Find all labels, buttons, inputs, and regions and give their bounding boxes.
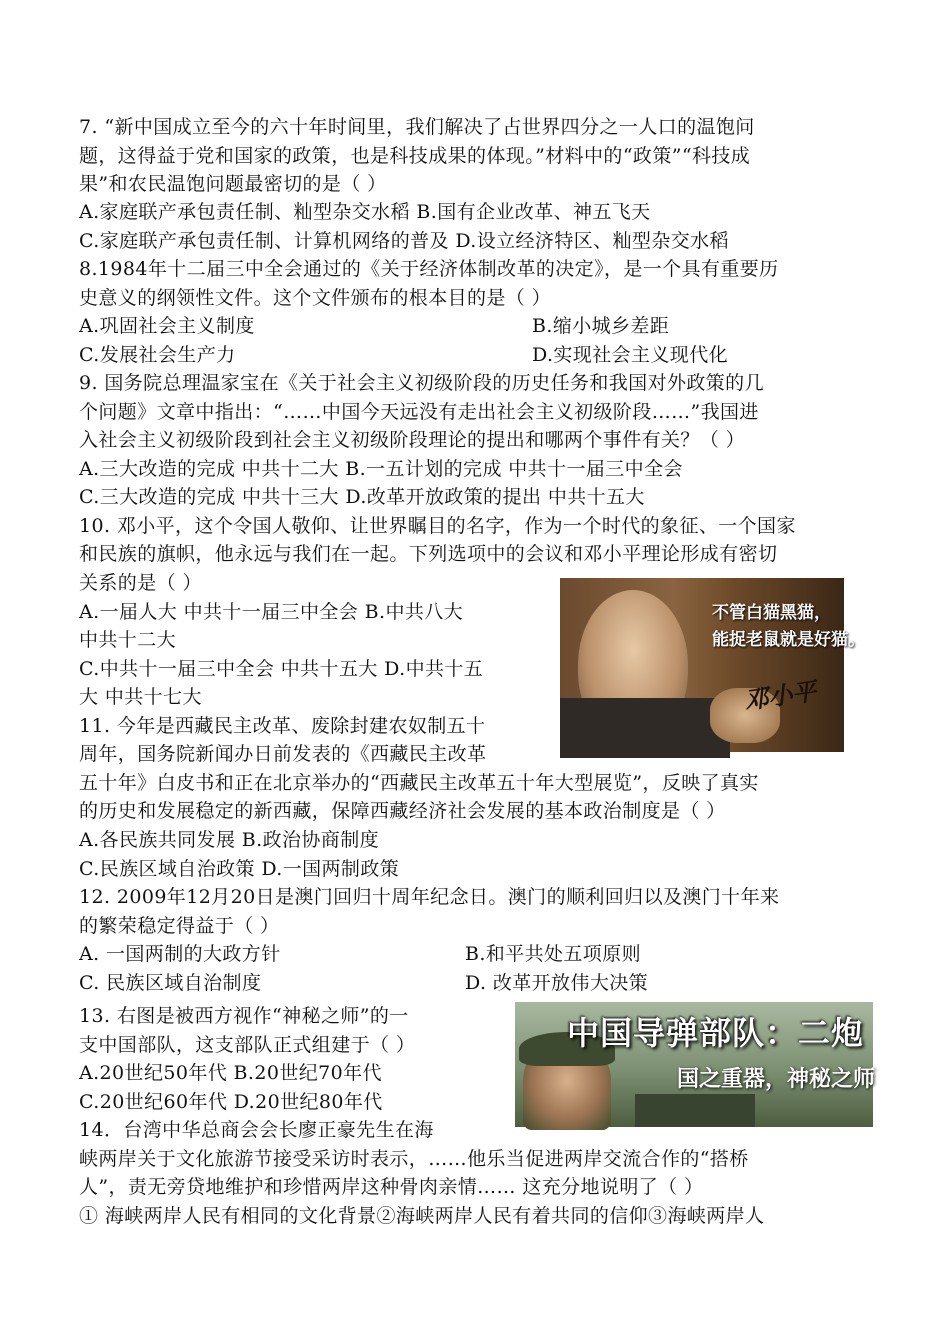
photo-quote-line-1: 不管白猫黑猫， xyxy=(712,603,831,623)
q7-options-ab: A.家庭联产承包责任制、籼型杂交水稻 B.国有企业改革、神五飞天 xyxy=(79,201,651,223)
q9-stem-line-1: 9. 国务院总理温家宝在《关于社会主义初级阶段的历史任务和我国对外政策的几 xyxy=(79,372,764,394)
photo-quote xyxy=(712,600,865,654)
missile-force-photo xyxy=(515,1002,876,1127)
q12-option-d: D. 改革开放伟大决策 xyxy=(465,972,649,994)
photo-subline: 国之重器，神秘之师 xyxy=(677,1067,876,1092)
q7-options-cd: C.家庭联产承包责任制、计算机网络的普及 D.设立经济特区、籼型杂交水稻 xyxy=(79,230,729,252)
q11-options-cd: C.民族区域自治政策 D.一国两制政策 xyxy=(79,858,400,880)
q11-stem-line-4: 的历史和发展稳定的新西藏，保障西藏经济社会发展的基本政治制度是（ ） xyxy=(79,800,726,822)
q8-option-a: A.巩固社会主义制度 xyxy=(79,315,255,337)
q10-stem-line-3: 关系的是（ ） xyxy=(79,572,202,594)
q7-stem-line-3: 果”和农民温饱问题最密切的是（ ） xyxy=(79,173,387,195)
q8-option-b: B.缩小城乡差距 xyxy=(532,315,670,337)
q12-stem-line-2: 的繁荣稳定得益于（ ） xyxy=(79,915,280,937)
q13-options-ab: A.20世纪50年代 B.20世纪70年代 xyxy=(79,1062,382,1084)
q10-stem-line-1: 10. 邓小平，这个令国人敬仰、让世界瞩目的名字，作为一个时代的象征、一个国家 xyxy=(79,515,796,537)
photo-signature: 邓小平 xyxy=(742,676,818,715)
q11-options-ab: A.各民族共同发展 B.政治协商制度 xyxy=(79,829,380,851)
q13-stem-line-2: 支中国部队，这支部队正式组建于（ ） xyxy=(79,1034,416,1056)
q11-stem-line-2: 周年，国务院新闻办日前发表的《西藏民主改革 xyxy=(79,743,487,765)
q7-stem-line-2: 题，这得益于党和国家的政策，也是科技成果的体现。”材料中的“政策”“科技成 xyxy=(79,145,751,167)
q14-stem-line-3: 人”，责无旁贷地维护和珍惜两岸这种骨肉亲情…… 这充分地说明了（ ） xyxy=(79,1176,704,1198)
q13-stem-line-1: 13. 右图是被西方视作“神秘之师”的一 xyxy=(79,1005,409,1027)
q8-stem-line-1: 8.1984年十二届三中全会通过的《关于经济体制改革的决定》，是一个具有重要历 xyxy=(79,258,779,280)
q8-option-d: D.实现社会主义现代化 xyxy=(532,344,728,366)
q10-options-ab: A.一届人大 中共十一届三中全会 B.中共八大 xyxy=(79,601,464,623)
portrait-coat xyxy=(560,698,730,758)
q9-options-cd: C.三大改造的完成 中共十三大 D.改革开放政策的提出 中共十五大 xyxy=(79,486,645,508)
q9-stem-line-2: 个问题》文章中指出：“……中国今天远没有走出社会主义初级阶段……”我国进 xyxy=(79,401,759,423)
q8-option-c: C.发展社会生产力 xyxy=(79,344,236,366)
photo-quote-line-2: 能捉老鼠就是好猫。 xyxy=(712,630,865,650)
deng-xiaoping-photo xyxy=(560,578,865,752)
q12-stem-line-1: 12. 2009年12月20日是澳门回归十周年纪念日。澳门的顺利回归以及澳门十年来 xyxy=(79,886,780,908)
q9-stem-line-3: 入社会主义初级阶段到社会主义初级阶段理论的提出和哪两个事件有关？（ ） xyxy=(79,429,746,451)
q11-stem-line-3: 五十年》白皮书和正在北京举办的“西藏民主改革五十年大型展览”，反映了真实 xyxy=(79,772,759,794)
q12-option-c: C. 民族区域自治制度 xyxy=(79,972,262,994)
q12-option-a: A. 一国两制的大政方针 xyxy=(79,943,281,965)
q14-statements: ① 海峡两岸人民有相同的文化背景②海峡两岸人民有着共同的信仰③海峡两岸人 xyxy=(79,1205,765,1227)
q10-stem-line-2: 和民族的旗帜，他永远与我们在一起。下列选项中的会议和邓小平理论形成有密切 xyxy=(79,543,778,565)
q10-options-ab-cont: 中共十二大 xyxy=(79,629,177,651)
q10-options-cd-cont: 大 中共十七大 xyxy=(79,686,202,708)
q10-options-cd: C.中共十一届三中全会 中共十五大 D.中共十五 xyxy=(79,658,484,680)
q8-stem-line-2: 史意义的纲领性文件。这个文件颁布的根本目的是（ ） xyxy=(79,287,552,309)
photo-headline: 中国导弹部队：二炮 xyxy=(567,1014,865,1052)
photo-truck xyxy=(635,1094,755,1127)
q12-option-b: B.和平共处五项原则 xyxy=(465,943,642,965)
q7-stem-line-1: 7. “新中国成立至今的六十年时间里，我们解决了占世界四分之一人口的温饱问 xyxy=(79,116,755,138)
q13-options-cd: C.20世纪60年代 D.20世纪80年代 xyxy=(79,1091,383,1113)
q11-stem-line-1: 11. 今年是西藏民主改革、废除封建农奴制五十 xyxy=(79,715,486,737)
q14-stem-line-1: 14．台湾中华总商会会长廖正豪先生在海 xyxy=(79,1119,434,1141)
q14-stem-line-2: 峡两岸关于文化旅游节接受采访时表示，……他乐当促进两岸交流合作的“搭桥 xyxy=(79,1148,749,1170)
q9-options-ab: A.三大改造的完成 中共十二大 B.一五计划的完成 中共十一届三中全会 xyxy=(79,458,683,480)
